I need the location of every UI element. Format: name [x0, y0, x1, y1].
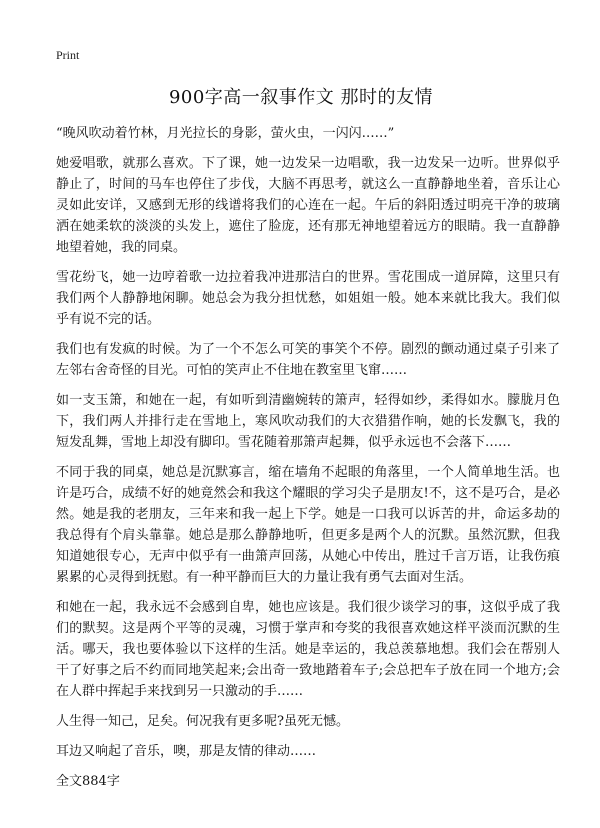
- paragraph-4: 我们也有发疯的时候。为了一个不怎么可笑的事笑个不停。剧烈的颤动通过桌子引来了左邻右舍奇怪的目光。可怕的笑声止不住地在教室里飞窜……: [56, 342, 560, 378]
- article-body: [56, 123, 560, 762]
- paragraph-1: “晚风吹动着竹林，月光拉长的身影，萤火虫，一闪闪……”: [56, 126, 395, 141]
- word-count: 全文884字: [56, 774, 120, 789]
- paragraph-7: 和她在一起，我永远不会感到自卑，她也应该是。我们很少谈学习的事，这似乎成了我们的默契。这是两个平等的灵魂，习惯于掌声和夸奖的我很喜欢她这样平淡而沉默的生活。哪天，我也要体验以下这样的生活。她是幸运的，我总羡慕地想。我们会在帮别人干了好事之后不约而同地笑起来;会出奇一致地踏着车子;会总把车子放在同一个地方;会在人群中挥起手来找到另一只激动的手……: [56, 600, 560, 699]
- paragraph-2: 她爱唱歌，就那么喜欢。下了课，她一边发呆一边唱歌，我一边发呆一边听。世界似乎静止了，时间的马车也停住了步伐，大脑不再思考，就这么一直静静地坐着，音乐让心灵如此安详，又感到无形的线谱将我们的心连在一起。午后的斜阳透过明亮干净的玻璃洒在她柔软的淡淡的头发上，遮住了脸庞，还有那无神地望着远方的眼睛。我一直静静地望着她，我的同桌。: [56, 156, 560, 255]
- paragraph-6: 不同于我的同桌，她总是沉默寡言，缩在墙角不起眼的角落里，一个人简单地生活。也许是巧合，成绩不好的她竟然会和我这个耀眼的学习尖子是朋友!不，这不是巧合，是必然。她是我的老朋友，三年来和我一起上下学。她是一口我可以诉苦的井，命运多劫的我总得有个肩头靠靠。她总是那么静静地听，但更多是两个人的沉默。虽然沉默，但我知道她很专心，无声中似乎有一曲箫声回荡，从她心中传出，胜过千言万语，让我伤痕累累的心灵得到抚慰。有一种平静而巨大的力量让我有勇气去面对生活。: [56, 465, 560, 585]
- paragraph-9: 耳边又响起了音乐，噢，那是友情的律动……: [56, 744, 317, 759]
- print-link[interactable]: Print: [56, 48, 80, 62]
- paragraph-3: 雪花纷飞，她一边哼着歌一边拉着我冲进那洁白的世界。雪花围成一道屏障，这里只有我们两个人静静地闲聊。她总会为我分担忧愁，如姐姐一般。她本来就比我大。我们似乎有说不完的话。: [56, 270, 560, 327]
- article-title: 900字高一叙事作文 那时的友情: [168, 87, 434, 108]
- paragraph-5: 如一支玉箫，和她在一起，有如听到清幽婉转的箫声，轻得如纱，柔得如水。朦胧月色下，我们两人并排行走在雪地上，寒风吹动我们的大衣猎猎作响，她的长发飘飞，我的短发乱舞，雪地上却没有脚印。雪花随着那箫声起舞，似乎永远也不会落下……: [56, 393, 560, 450]
- paragraph-8: 人生得一知己，足矣。何况我有更多呢?虽死无憾。: [56, 714, 349, 729]
